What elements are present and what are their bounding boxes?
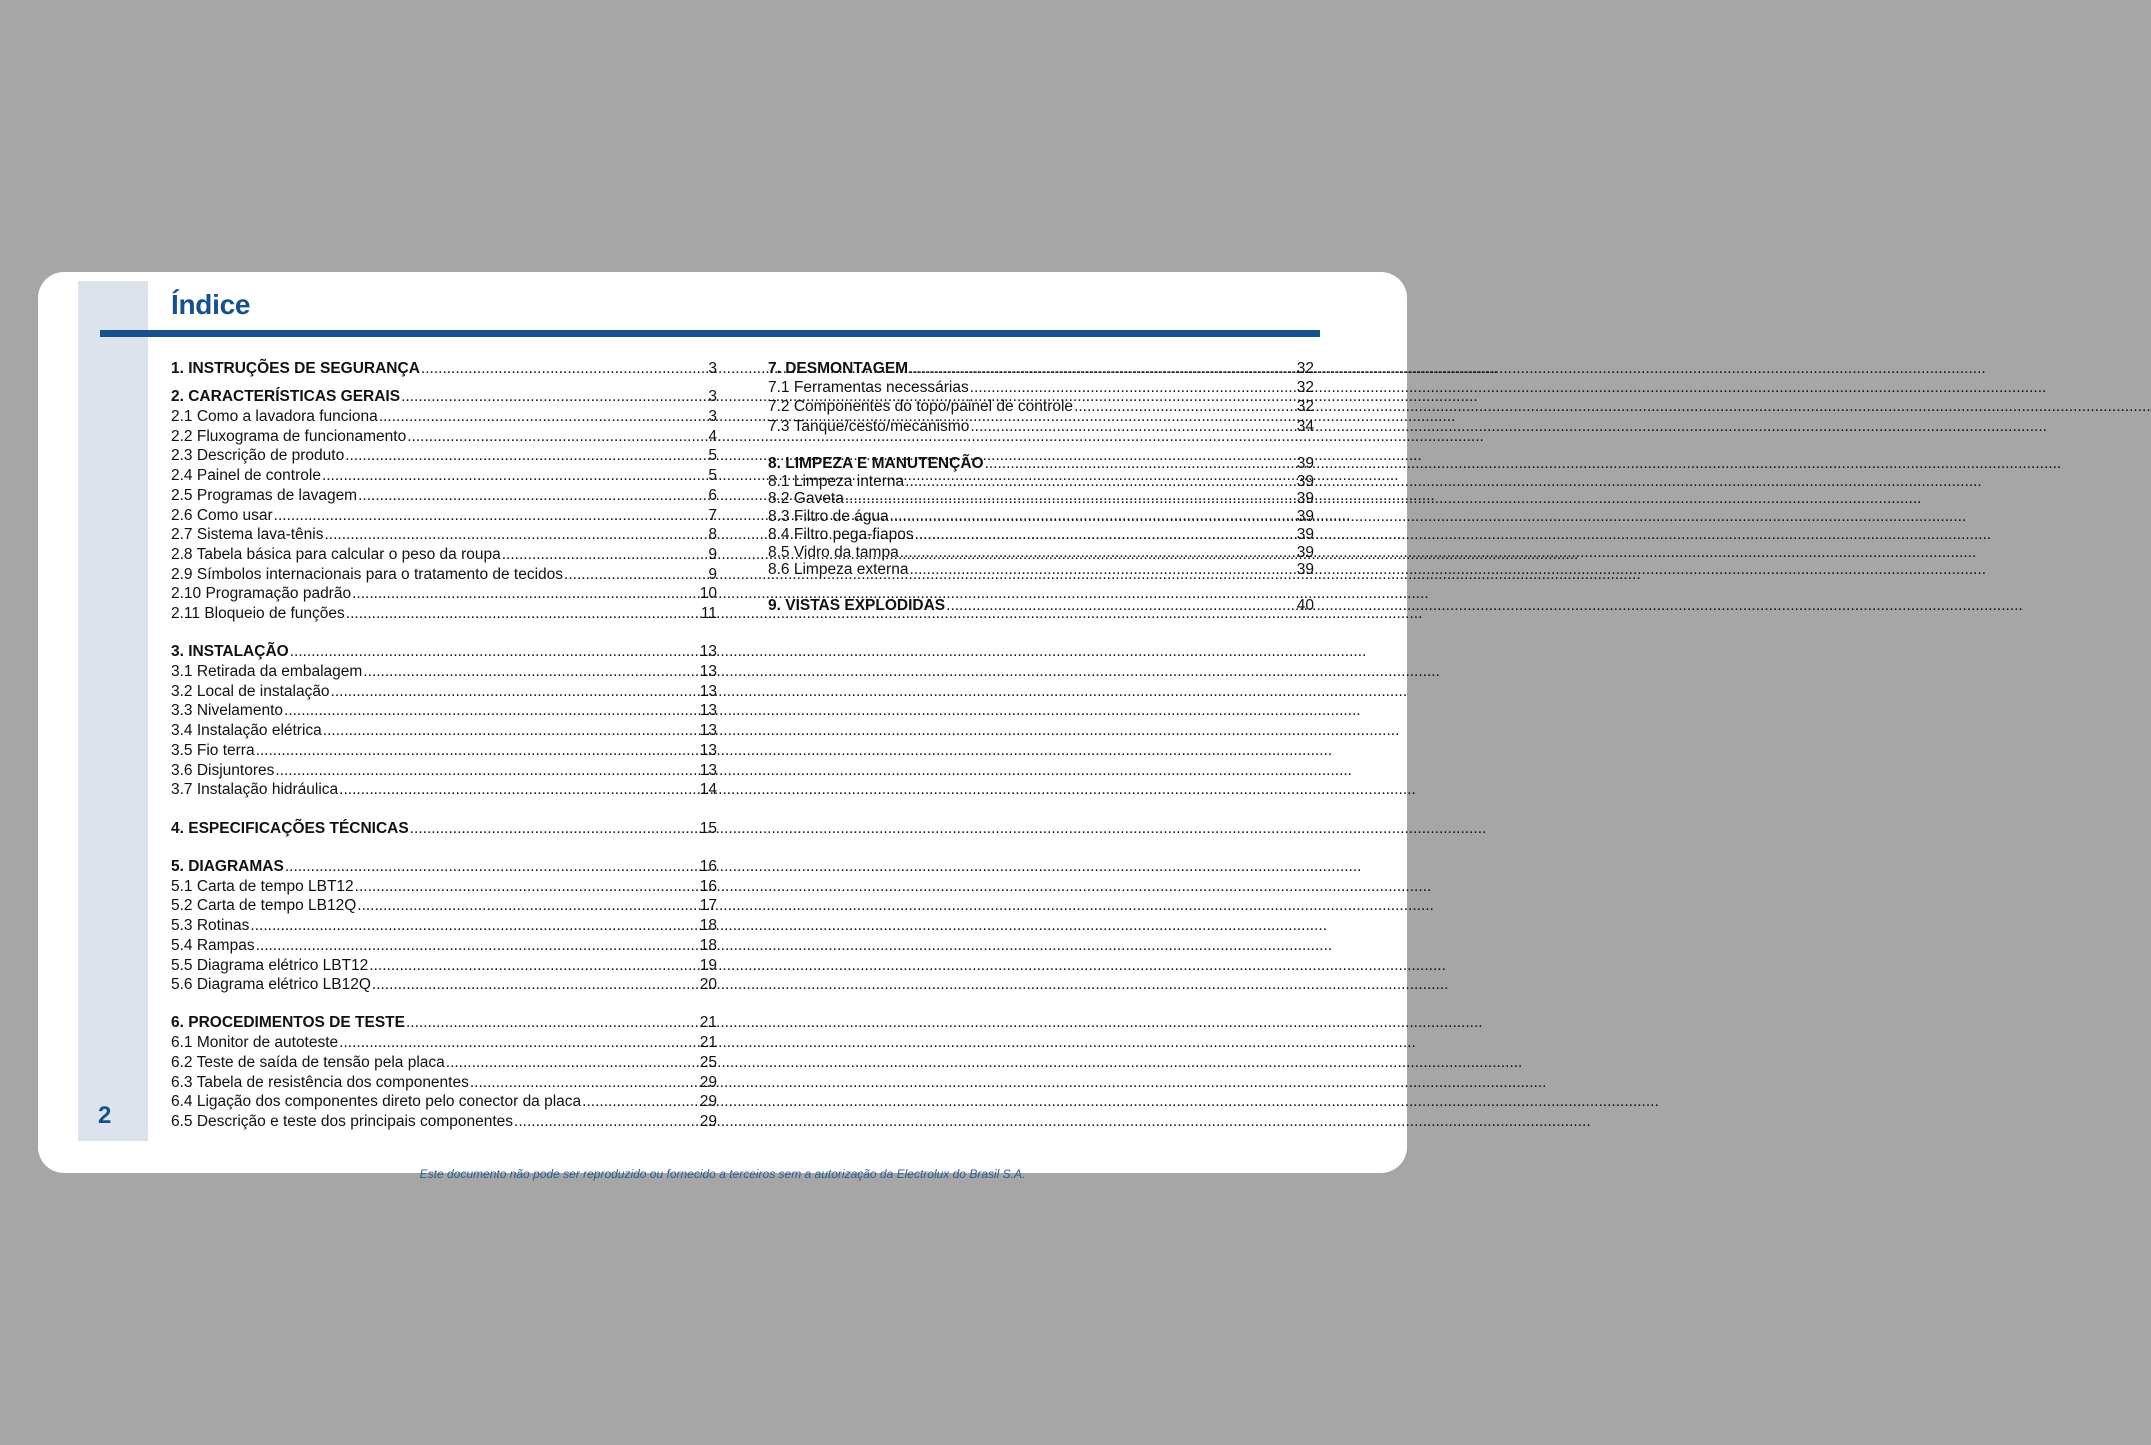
toc-section-entry (171, 1013, 717, 1032)
toc-entry-label: 6.4 Ligação dos componentes direto pelo conector da placa (171, 1093, 582, 1110)
toc-entry-page: 34 (1296, 418, 1314, 435)
toc-subsection-entry (171, 466, 717, 485)
toc-entry-label: 3.4 Instalação elétrica (171, 722, 322, 739)
toc-entry-page: 9 (708, 566, 717, 583)
toc-entry-label: 6. PROCEDIMENTOS DE TESTE (171, 1014, 405, 1031)
toc-entry-label: 2.5 Programas de lavagem (171, 487, 358, 504)
toc-entry-page: 21 (699, 1034, 717, 1051)
toc-subsection-entry (171, 1033, 717, 1052)
toc-dot-leader (256, 936, 699, 955)
toc-entry-page: 25 (699, 1054, 717, 1071)
toc-entry-page: 39 (1296, 561, 1314, 578)
toc-dot-leader (331, 682, 699, 701)
toc-dot-leader (985, 454, 1296, 473)
toc-entry-label: 5.2 Carta de tempo LB12Q (171, 897, 357, 914)
toc-entry-label: 5. DIAGRAMAS (171, 858, 284, 875)
toc-subsection-entry (768, 489, 1314, 508)
toc-subsection-entry (171, 761, 717, 780)
toc-entry-page: 20 (699, 976, 717, 993)
toc-subsection-entry (768, 397, 1314, 416)
toc-entry-page: 13 (699, 742, 717, 759)
toc-entry-label: 8. LIMPEZA E MANUTENÇÃO (768, 455, 984, 472)
toc-subsection-entry (171, 662, 717, 681)
toc-dot-leader (352, 584, 699, 603)
toc-entry-page: 39 (1296, 473, 1314, 490)
toc-entry-page: 19 (699, 957, 717, 974)
toc-entry-label: 8.4 Filtro pega-fiapos (768, 526, 914, 543)
footer-copyright: Este documento não pode ser reproduzido ou fornecido a terceiros sem a autorização da Electrolux do Brasil S.A. (419, 1167, 1026, 1181)
toc-dot-leader (275, 761, 698, 780)
toc-entry-page: 17 (699, 897, 717, 914)
toc-section-entry (768, 454, 1314, 473)
toc-dot-leader (909, 359, 1296, 378)
toc-dot-leader (345, 446, 707, 465)
toc-entry-page: 32 (1296, 360, 1314, 377)
toc-entry-page: 39 (1296, 544, 1314, 561)
toc-dot-leader (325, 525, 708, 544)
toc-subsection-entry (171, 604, 717, 623)
toc-entry-label: 2. CARACTERÍSTICAS GERAIS (171, 388, 401, 405)
toc-entry-page: 13 (699, 762, 717, 779)
toc-dot-leader (346, 604, 700, 623)
toc-subsection-entry (171, 1053, 717, 1072)
toc-entry-page: 3 (708, 360, 717, 377)
page-number: 2 (98, 1102, 112, 1129)
toc-entry-label: 3.3 Nivelamento (171, 702, 284, 719)
toc-subsection-entry (768, 378, 1314, 397)
toc-entry-page: 4 (708, 428, 717, 445)
toc-subsection-entry (171, 1112, 717, 1131)
toc-dot-leader (421, 359, 707, 378)
toc-entry-page: 39 (1296, 455, 1314, 472)
toc-subsection-entry (171, 486, 717, 505)
toc-subsection-entry (171, 780, 717, 799)
toc-entry-page: 9 (708, 546, 717, 563)
toc-entry-page: 13 (699, 663, 717, 680)
toc-entry-page: 40 (1296, 597, 1314, 614)
toc-subsection-entry (171, 956, 717, 975)
toc-dot-leader (502, 545, 708, 564)
toc-entry-label: 3.6 Disjuntores (171, 762, 275, 779)
toc-subsection-entry (171, 936, 717, 955)
toc-entry-page: 29 (699, 1093, 717, 1110)
toc-dot-leader (909, 560, 1295, 579)
toc-entry-page: 11 (700, 605, 717, 622)
toc-subsection-entry (171, 682, 717, 701)
toc-entry-label: 4. ESPECIFICAÇÕES TÉCNICAS (171, 820, 409, 837)
toc-subsection-entry (171, 975, 717, 994)
toc-dot-leader (285, 857, 699, 876)
toc-subsection-entry (171, 506, 717, 525)
toc-entry-label: 5.4 Rampas (171, 937, 255, 954)
toc-subsection-entry (171, 584, 717, 603)
toc-section-entry (171, 819, 717, 838)
toc-dot-leader (407, 427, 707, 446)
toc-entry-page: 39 (1296, 490, 1314, 507)
toc-entry-page: 16 (699, 878, 717, 895)
toc-entry-label: 3.7 Instalação hidráulica (171, 781, 339, 798)
toc-entry-page: 5 (708, 447, 717, 464)
toc-entry-page: 6 (708, 487, 717, 504)
toc-entry-label: 7.3 Tanque/cesto/mecanismo (768, 418, 970, 435)
toc-entry-page: 18 (699, 937, 717, 954)
toc-dot-leader (946, 596, 1296, 615)
toc-entry-page: 39 (1296, 508, 1314, 525)
toc-dot-leader (564, 565, 707, 584)
toc-entry-label: 6.1 Monitor de autoteste (171, 1034, 339, 1051)
toc-subsection-entry (768, 507, 1314, 526)
toc-entry-label: 6.2 Teste de saída de tensão pela placa (171, 1054, 445, 1071)
toc-entry-page: 7 (708, 507, 717, 524)
toc-dot-leader (1074, 397, 1296, 416)
toc-entry-label: 6.3 Tabela de resistência dos componentes (171, 1074, 469, 1091)
toc-entry-label: 7.1 Ferramentas necessárias (768, 379, 969, 396)
toc-dot-leader (355, 877, 699, 896)
toc-dot-leader (358, 486, 707, 505)
toc-dot-leader (274, 506, 708, 525)
toc-entry-label: 2.6 Como usar (171, 507, 273, 524)
toc-dot-leader (250, 916, 698, 935)
toc-entry-page: 15 (699, 820, 717, 837)
toc-subsection-entry (171, 916, 717, 935)
toc-entry-page: 18 (699, 917, 717, 934)
toc-entry-page: 32 (1296, 398, 1314, 415)
toc-subsection-entry (171, 565, 717, 584)
toc-entry-page: 14 (699, 781, 717, 798)
toc-dot-leader (339, 780, 699, 799)
toc-entry-label: 5.1 Carta de tempo LBT12 (171, 878, 354, 895)
toc-dot-leader (369, 956, 698, 975)
toc-dot-leader (845, 489, 1296, 508)
toc-section-entry (171, 359, 717, 378)
toc-subsection-entry (171, 877, 717, 896)
toc-entry-page: 29 (699, 1113, 717, 1130)
toc-dot-leader (406, 1013, 699, 1032)
toc-entry-label: 2.8 Tabela básica para calcular o peso da roupa (171, 546, 501, 563)
toc-entry-label: 8.3 Filtro de água (768, 508, 889, 525)
toc-dot-leader (379, 407, 708, 426)
toc-entry-label: 2.1 Como a lavadora funciona (171, 408, 378, 425)
toc-entry-label: 2.2 Fluxograma de funcionamento (171, 428, 407, 445)
toc-entry-label: 8.2 Gaveta (768, 490, 844, 507)
toc-entry-label: 5.5 Diagrama elétrico LBT12 (171, 957, 369, 974)
toc-dot-leader (970, 417, 1295, 436)
toc-entry-page: 39 (1296, 526, 1314, 543)
toc-entry-page: 3 (708, 408, 717, 425)
toc-dot-leader (915, 525, 1296, 544)
toc-dot-leader (410, 819, 699, 838)
toc-entry-page: 13 (699, 702, 717, 719)
toc-entry-label: 5.6 Diagrama elétrico LB12Q (171, 976, 371, 993)
document-page (38, 272, 1407, 1173)
toc-dot-leader (970, 378, 1296, 397)
toc-entry-label: 3.1 Retirada da embalagem (171, 663, 363, 680)
toc-subsection-entry (171, 525, 717, 544)
toc-entry-label: 3.5 Fio terra (171, 742, 255, 759)
toc-section-entry (768, 359, 1314, 378)
toc-section-entry (768, 596, 1314, 615)
toc-dot-leader (446, 1053, 699, 1072)
page-title: Índice (171, 289, 251, 320)
toc-entry-page: 13 (699, 643, 717, 660)
toc-dot-leader (339, 1033, 699, 1052)
toc-dot-leader (470, 1073, 699, 1092)
toc-dot-leader (363, 662, 698, 681)
toc-entry-label: 8.1 Limpeza interna (768, 473, 905, 490)
title-divider (100, 330, 1320, 337)
toc-dot-leader (323, 721, 699, 740)
toc-subsection-entry (171, 896, 717, 915)
toc-entry-label: 9. VISTAS EXPLODIDAS (768, 597, 946, 614)
toc-entry-page: 13 (699, 722, 717, 739)
toc-subsection-entry (171, 701, 717, 720)
toc-subsection-entry (171, 545, 717, 564)
toc-entry-label: 8.5 Vidro da tampa (768, 544, 899, 561)
toc-dot-leader (514, 1112, 699, 1131)
toc-entry-page: 8 (708, 526, 717, 543)
toc-dot-leader (290, 642, 699, 661)
toc-subsection-entry (768, 560, 1314, 579)
toc-dot-leader (890, 507, 1296, 526)
toc-entry-label: 6.5 Descrição e teste dos principais componentes (171, 1113, 514, 1130)
toc-entry-label: 3.2 Local de instalação (171, 683, 330, 700)
toc-dot-leader (582, 1092, 699, 1111)
toc-entry-label: 8.6 Limpeza externa (768, 561, 909, 578)
toc-section-entry (171, 642, 717, 661)
toc-entry-label: 1. INSTRUÇÕES DE SEGURANÇA (171, 360, 420, 377)
toc-dot-leader (284, 701, 699, 720)
side-strip (78, 281, 148, 1141)
toc-entry-page: 5 (708, 467, 717, 484)
toc-subsection-entry (171, 446, 717, 465)
toc-entry-page: 3 (708, 388, 717, 405)
toc-subsection-entry (171, 1073, 717, 1092)
toc-subsection-entry (171, 721, 717, 740)
toc-entry-page: 29 (699, 1074, 717, 1091)
toc-dot-leader (322, 466, 707, 485)
toc-entry-label: 2.11 Bloqueio de funções (171, 605, 345, 622)
toc-dot-leader (357, 896, 698, 915)
toc-subsection-entry (171, 427, 717, 446)
toc-entry-label: 2.3 Descrição de produto (171, 447, 345, 464)
toc-entry-page: 21 (699, 1014, 717, 1031)
toc-entry-page: 16 (699, 858, 717, 875)
toc-subsection-entry (768, 417, 1314, 436)
toc-subsection-entry (768, 525, 1314, 544)
toc-entry-label: 2.10 Programação padrão (171, 585, 352, 602)
toc-entry-page: 10 (699, 585, 717, 602)
toc-entry-label: 2.7 Sistema lava-tênis (171, 526, 324, 543)
toc-entry-label: 7.2 Componentes do topo/painel de controle (768, 398, 1074, 415)
toc-entry-label: 7. DESMONTAGEM (768, 360, 909, 377)
toc-subsection-entry (171, 407, 717, 426)
toc-subsection-entry (171, 741, 717, 760)
toc-entry-label: 2.9 Símbolos internacionais para o tratamento de tecidos (171, 566, 564, 583)
toc-subsection-entry (171, 1092, 717, 1111)
toc-dot-leader (401, 387, 707, 406)
toc-dot-leader (372, 975, 699, 994)
toc-section-entry (171, 857, 717, 876)
toc-section-entry (171, 387, 717, 406)
toc-entry-label: 5.3 Rotinas (171, 917, 250, 934)
toc-entry-page: 32 (1296, 379, 1314, 396)
toc-entry-label: 3. INSTALAÇÃO (171, 643, 289, 660)
toc-dot-leader (256, 741, 699, 760)
toc-entry-page: 13 (699, 683, 717, 700)
toc-entry-label: 2.4 Painel de controle (171, 467, 321, 484)
